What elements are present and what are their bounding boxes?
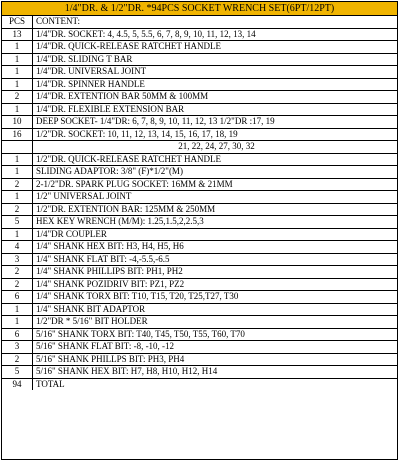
pcs-cell: 1 [2, 303, 33, 316]
content-cell: 21, 22, 24, 27, 30, 32 [33, 141, 398, 154]
pcs-cell: 6 [2, 328, 33, 341]
table-row [2, 228, 397, 241]
content-cell: 1/4"DR. FLEXIBLE EXTENSION BAR [33, 103, 398, 116]
content-cell: 1/4" SHANK HEX BIT: H3, H4, H5, H6 [33, 241, 398, 254]
table-row [2, 41, 397, 54]
pcs-cell: 4 [2, 241, 33, 254]
pcs-cell: 2 [2, 203, 33, 216]
pcs-cell: 1 [2, 103, 33, 116]
pcs-cell: 5 [2, 366, 33, 379]
content-cell: 1/4"DR. SOCKET: 4, 4.5, 5, 5.5, 6, 7, 8, 9, 10, 11, 12, 13, 14 [33, 28, 398, 41]
pcs-cell: 1 [2, 66, 33, 79]
content-cell: 1/4" SHANK POZIDRIV BIT: PZ1, PZ2 [33, 278, 398, 291]
content-cell: TOTAL [36, 378, 65, 389]
table-row [2, 66, 397, 79]
pcs-cell: 3 [2, 253, 33, 266]
content-cell: 1/2"DR * 5/16" BIT HOLDER [33, 316, 398, 329]
table-row [2, 353, 397, 366]
pcs-cell: 3 [2, 341, 33, 354]
content-cell: 1/2"DR. EXTENTION BAR: 125MM & 250MM [33, 203, 398, 216]
table-row [2, 316, 397, 329]
content-cell: 1/4" SHANK PHILLIPS BIT: PH1, PH2 [33, 266, 398, 279]
table-row [2, 241, 397, 254]
pcs-cell: 10 [2, 116, 33, 129]
content-cell: 1/4"DR. EXTENTION BAR 50MM & 100MM [33, 91, 398, 104]
pcs-cell: 1 [2, 41, 33, 54]
pcs-cell: 2 [2, 353, 33, 366]
table-row [2, 291, 397, 304]
content-cell: 1/4"DR COUPLER [33, 228, 398, 241]
table-row [2, 278, 397, 291]
table-row [2, 203, 397, 216]
table-row [2, 253, 397, 266]
table-row [2, 303, 397, 316]
header-row [2, 16, 397, 28]
pcs-cell: 1 [2, 191, 33, 204]
pcs-cell: 1 [2, 78, 33, 91]
content-cell: 1/4"DR. QUICK-RELEASE RATCHET HANDLE [33, 41, 398, 54]
table-row [2, 191, 397, 204]
pcs-cell: 1 [2, 228, 33, 241]
table-row [2, 128, 397, 141]
content-cell: 1/4"DR. SLIDING T BAR [33, 53, 398, 66]
table-row [2, 366, 397, 379]
pcs-cell: 2 [2, 278, 33, 291]
pcs-cell: 1 [2, 166, 33, 179]
set-title: 1/4"DR. & 1/2"DR. *94PCS SOCKET WRENCH SET(6PT/12PT) [2, 2, 397, 16]
table-row [2, 116, 397, 129]
content-cell: 1/4"DR. SPINNER HANDLE [33, 78, 398, 91]
content-cell: HEX KEY WRENCH (M/M): 1.25,1.5,2,2.5,3 [33, 216, 398, 229]
table-row [2, 153, 397, 166]
table-row [2, 216, 397, 229]
table-row [2, 378, 397, 390]
content-cell: 1/4" SHANK BIT ADAPTOR [33, 303, 398, 316]
pcs-cell: 5 [2, 216, 33, 229]
pcs-cell: 94 [2, 378, 33, 390]
table-row [2, 28, 397, 41]
table-row [2, 53, 397, 66]
content-cell: 1/4" SHANK TORX BIT: T10, T15, T20, T25,T27, T30 [33, 291, 398, 304]
table-row [2, 103, 397, 116]
pcs-cell: 13 [2, 28, 33, 41]
pcs-cell: 6 [2, 291, 33, 304]
pcs-cell: 1 [2, 153, 33, 166]
content-cell: 1/2"DR. SOCKET: 10, 11, 12, 13, 14, 15, 16, 17, 18, 19 [33, 128, 398, 141]
content-cell: SLIDING ADAPTOR: 3/8" (F)*1/2"(M) [33, 166, 398, 179]
content-cell: 1/2"DR. QUICK-RELEASE RATCHET HANDLE [33, 153, 398, 166]
pcs-header: PCS [2, 16, 33, 28]
table-row [2, 78, 397, 91]
table-row [2, 266, 397, 279]
content-cell: 1/4" SHANK FLAT BIT: -4,-5.5,-6.5 [33, 253, 398, 266]
pcs-cell: 1 [2, 53, 33, 66]
content-cell: 5/16" SHANK TORX BIT: T40, T45, T50, T55, T60, T70 [33, 328, 398, 341]
table-row [2, 178, 397, 191]
content-cell: 5/16" SHANK PHILLPS BIT: PH3, PH4 [33, 353, 398, 366]
table-row [2, 91, 397, 104]
pcs-cell: 2 [2, 266, 33, 279]
content-cell: 2-1/2"DR. SPARK PLUG SOCKET: 16MM & 21MM [33, 178, 398, 191]
pcs-cell: 2 [2, 91, 33, 104]
table-row [2, 341, 397, 354]
table-row [2, 141, 397, 154]
table-row [2, 328, 397, 341]
pcs-cell: 2 [2, 178, 33, 191]
content-cell: 5/16" SHANK FLAT BIT: -8, -10, -12 [33, 341, 398, 354]
pcs-cell: 16 [2, 128, 33, 141]
pcs-cell: 1 [2, 316, 33, 329]
content-cell: 1/2" UNIVERSAL JOINT [33, 191, 398, 204]
content-cell: DEEP SOCKET- 1/4"DR: 6, 7, 8, 9, 10, 11, 12, 13 1/2"DR :17, 19 [33, 116, 398, 129]
table-row [2, 166, 397, 179]
content-header: CONTENT: [33, 16, 398, 28]
parts-list-sheet [1, 1, 398, 460]
content-cell: 5/16" SHANK HEX BIT: H7, H8, H10, H12, H14 [33, 366, 398, 379]
content-cell: 1/4"DR. UNIVERSAL JOINT [33, 66, 398, 79]
contents-table [2, 16, 397, 390]
pcs-cell [2, 141, 33, 154]
